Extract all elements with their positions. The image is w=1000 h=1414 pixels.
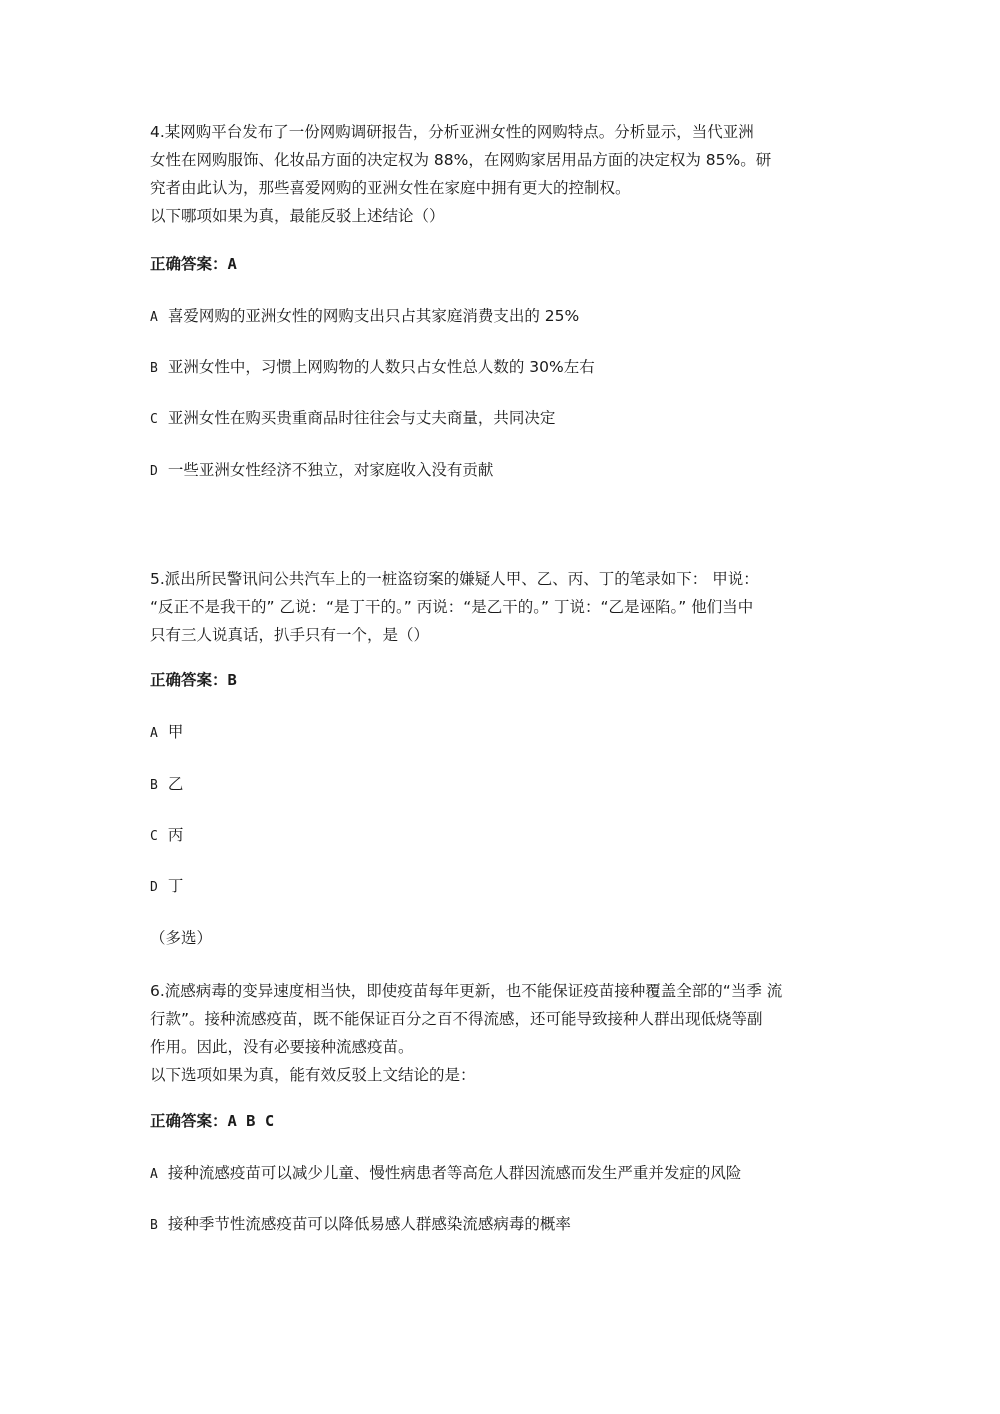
option-a [150,303,579,331]
stem-line: 6.流感病毒的变异速度相当快，即使疫苗每年更新，也不能保证疫苗接种覆盖全部的“当季 流 [150,982,783,1000]
stem-line: 4.某网购平台发布了一份网购调研报告，分析亚洲女性的网购特点。分析显示，当代亚洲 [150,123,754,141]
option-letter: A [150,310,158,325]
option-letter: A [150,726,158,741]
correct-answer [150,251,237,277]
option-letter: B [150,361,158,376]
option-letter: C [150,829,158,844]
option-text: 亚洲女性在购买贵重商品时往往会与丈夫商量，共同决定 [167,409,556,427]
stem-line: 作用。因此，没有必要接种流感疫苗。 [150,1038,414,1056]
option-a [150,1160,741,1188]
stem-line: 以下哪项如果为真，最能反驳上述结论（） [150,207,445,225]
question-4 [150,118,862,230]
question-stem [150,118,862,230]
answer-label: 正确答案： [150,255,228,273]
correct-answer [150,1108,274,1134]
option-a [150,719,183,747]
answer-value: A B C [227,1112,275,1130]
option-letter: D [150,880,158,895]
option-text: 接种季节性流感疫苗可以降低易感人群感染流感病毒的概率 [167,1215,571,1233]
option-text: 丙 [167,826,184,844]
option-b [150,1211,571,1239]
option-text: 喜爱网购的亚洲女性的网购支出只占其家庭消费支出的 25% [167,307,580,325]
stem-line: 女性在网购服饰、化妆品方面的决定权为 88%，在网购家居用品方面的决定权为 85%。研 [150,151,772,169]
correct-answer [150,667,237,693]
option-d [150,457,493,485]
option-c [150,822,183,850]
option-d [150,873,183,901]
answer-label: 正确答案： [150,1112,228,1130]
question-5 [150,565,862,649]
option-text: 甲 [167,723,184,741]
question-6 [150,977,862,1089]
answer-label: 正确答案： [150,671,228,689]
multi-select-note: （多选） [150,929,213,947]
option-text: 接种流感疫苗可以减少儿童、慢性病患者等高危人群因流感而发生严重并发症的风险 [167,1164,742,1182]
option-letter: A [150,1167,158,1182]
answer-value: A [227,255,237,273]
stem-line: 5.派出所民警讯问公共汽车上的一桩盗窃案的嫌疑人甲、乙、丙、丁的笔录如下： 甲说： [150,570,759,588]
option-letter: C [150,412,158,427]
question-stem [150,977,862,1089]
option-text: 亚洲女性中，习惯上网购物的人数只占女性总人数的 30%左右 [167,358,595,376]
option-c [150,405,555,433]
option-text: 乙 [167,775,184,793]
stem-line: 只有三人说真话，扒手只有一个，是（） [150,626,430,644]
option-letter: B [150,778,158,793]
stem-line: 行款”。接种流感疫苗，既不能保证百分之百不得流感，还可能导致接种人群出现低烧等副 [150,1010,763,1028]
option-letter: D [150,464,158,479]
stem-line: “反正不是我干的” 乙说：“是丁干的。” 丙说：“是乙干的。” 丁说：“乙是诬陷。” 他们当中 [150,598,754,616]
option-text: 一些亚洲女性经济不独立，对家庭收入没有贡献 [167,461,494,479]
stem-line: 以下选项如果为真，能有效反驳上文结论的是： [150,1066,476,1084]
option-letter: B [150,1218,158,1233]
option-b [150,771,183,799]
question-stem [150,565,862,649]
stem-line: 究者由此认为，那些喜爱网购的亚洲女性在家庭中拥有更大的控制权。 [150,179,631,197]
answer-value: B [227,671,237,689]
option-text: 丁 [167,877,184,895]
option-b [150,354,595,382]
